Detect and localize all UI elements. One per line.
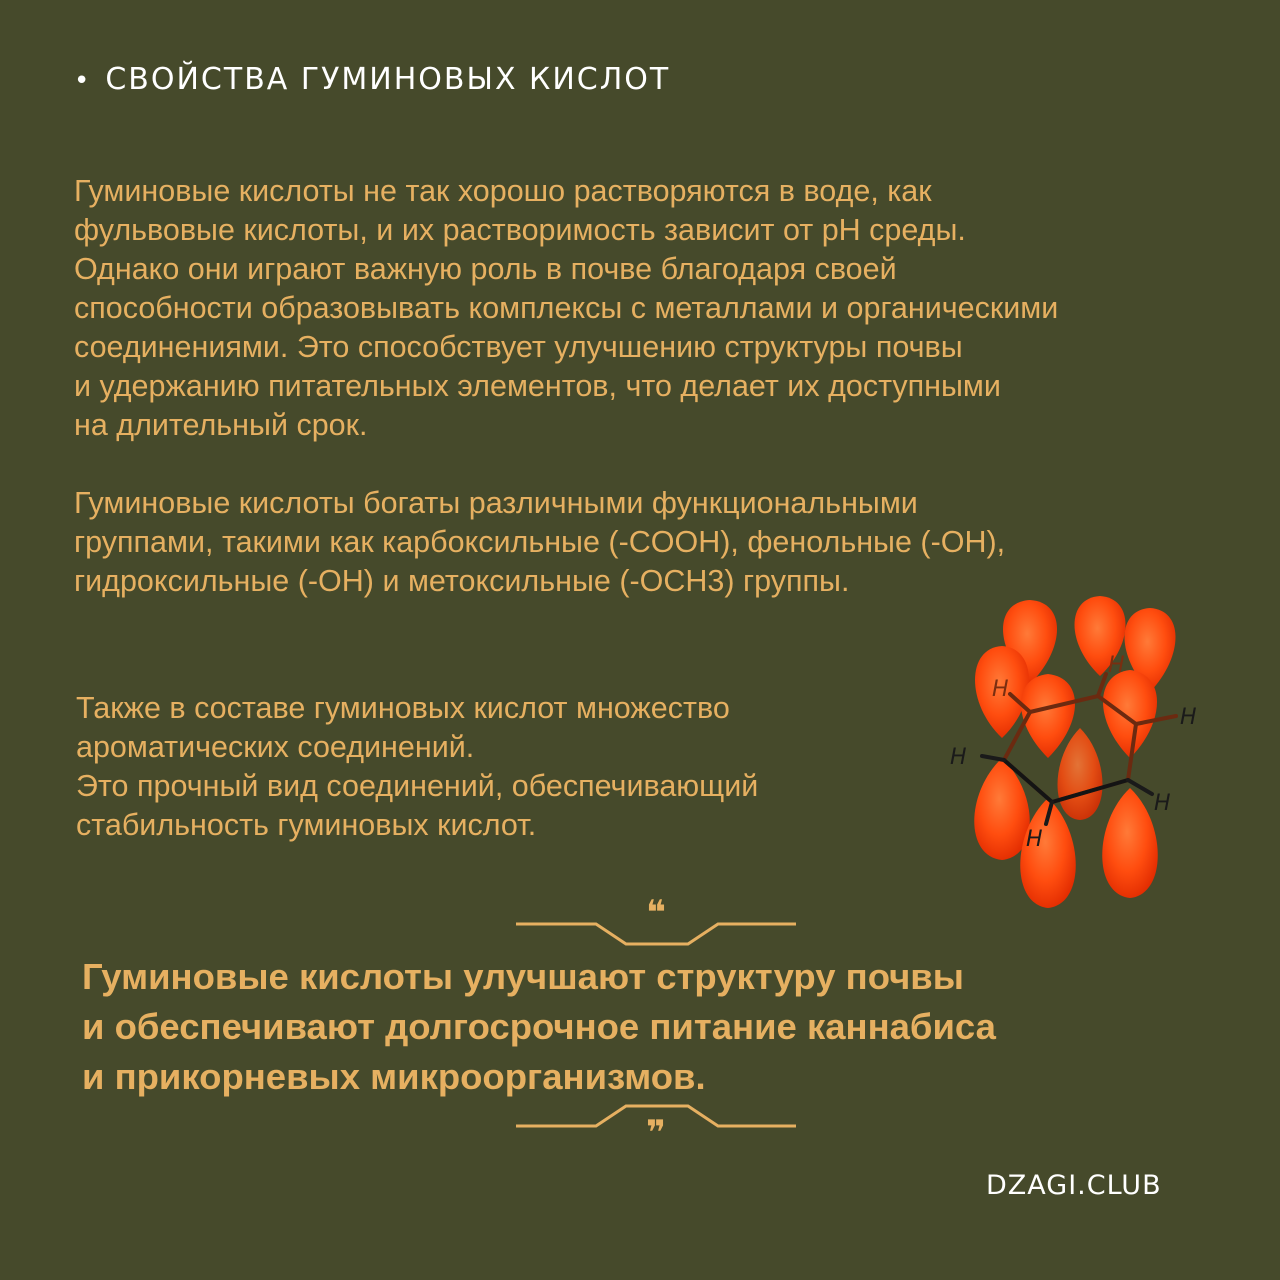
open-quote-icon: ❝ [646,893,666,933]
paragraph-line: и удержанию питательных элементов, что делает их доступными [74,369,1001,403]
quote-frame-bottom [514,1096,798,1156]
close-quote-icon: ❞ [646,1113,666,1153]
page-title [74,58,670,103]
paragraph-line: стабильность гуминовых кислот. [76,808,537,842]
title-text: СВОЙСТВА ГУМИНОВЫХ КИСЛОТ [105,62,671,97]
paragraph-solubility [74,172,1058,445]
title-bullet: • [74,66,92,96]
hydrogen-label: H [992,677,1009,702]
paragraph-line: Гуминовые кислоты богаты различными функциональными [74,486,918,520]
paragraph-line: соединениями. Это способствует улучшению структуры почвы [74,330,963,364]
hydrogen-label: H [1154,791,1171,816]
orbital-lobe [1103,670,1157,758]
quote-line: и прикорневых микроорганизмов. [82,1056,706,1097]
hydrogen-label: H [1026,827,1043,852]
paragraph-line: Однако они играют важную роль в почве благодаря своей [74,252,897,286]
quote-callout [82,952,996,1102]
orbital-lobe [1102,788,1158,898]
paragraph-line: гидроксильные (-OH) и метоксильные (-OCH3) группы. [74,564,850,598]
paragraph-functional-groups [74,484,1005,601]
brand-wordmark: DZAGI.CLUB [986,1170,1162,1201]
quote-line: Гуминовые кислоты улучшают структуру почвы [82,956,964,997]
benzene-orbital-illustration [930,588,1210,918]
paragraph-line: фульвовые кислоты, и их растворимость зависит от pH среды. [74,213,966,247]
paragraph-line: Также в составе гуминовых кислот множество [76,691,730,725]
hydrogen-label: H [950,745,967,770]
hydrogen-label: H [1108,653,1125,678]
paragraph-line: группами, такими как карбоксильные (-COOH), фенольные (-OH), [74,525,1006,559]
paragraph-line: способности образовывать комплексы с металлами и органическими [74,291,1059,325]
quote-line: и обеспечивают долгосрочное питание каннабиса [82,1006,996,1047]
paragraph-line: Гуминовые кислоты не так хорошо растворяются в воде, как [74,174,932,208]
paragraph-line: на длительный срок. [74,408,368,442]
paragraph-aromatic [76,689,758,845]
orbital-lobe [1058,728,1103,820]
paragraph-line: ароматических соединений. [76,730,475,764]
paragraph-line: Это прочный вид соединений, обеспечивающий [76,769,759,803]
quote-frame-top [514,886,798,946]
hydrogen-label: H [1180,705,1197,730]
